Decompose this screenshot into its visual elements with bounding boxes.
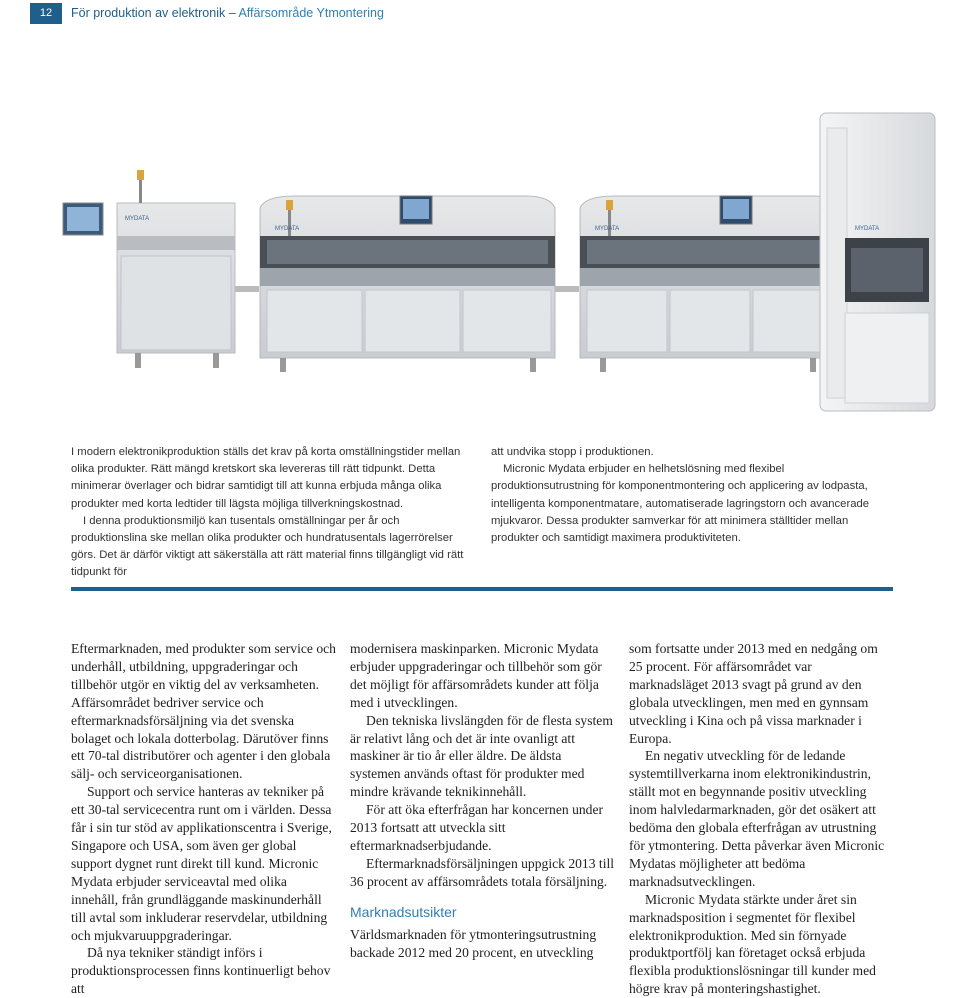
conveyor-2 xyxy=(555,286,579,292)
conveyor-1 xyxy=(235,286,259,292)
intro-column-right xyxy=(491,444,883,547)
running-title-main: För produktion av elektronik – xyxy=(71,6,239,20)
placement-machine-2 xyxy=(580,196,833,372)
intro-paragraph: I modern elektronikproduktion ställs det krav på korta omställningstider mellan olika produkter. Rätt mängd kretskort ska levereras till rätt tidpunkt. Detta minimerar överlager och bidrar samtidigt till att kunna erbjuda många olika produkter med korta ledtider till lägsta möjliga tillverkningskostnad. xyxy=(71,446,461,510)
intro-paragraph: I denna produktionsmiljö kan tusentals omställningar per år och produktionslina ske mellan olika produkter och hundratusentals lagerrörelser görs. Det är därför viktigt att säkerställa att rätt material finns tillgängligt vid rätt tidpunkt för xyxy=(71,514,464,579)
section-heading: Marknadsutsikter xyxy=(350,903,457,920)
body-paragraph: Support och service hanteras av tekniker på ett 30-tal servicecentra runt om i världen. Dessa får i sin tur stöd av applikationscentra i Sverige, Singapore och USA, som även ger global support dygnet runt direkt till kund. Micronic Mydata erbjuder serviceavtal med olika innehåll, från grundläggande maskinunderhåll till avtal som inkluderar reservdelar, utbildning och mjukvaruuppgraderingar. xyxy=(71,784,332,943)
body-paragraph: Micronic Mydata stärkte under året sin marknadsposition i segmentet för flexibel elektronikproduktion. Med sin förnyade produktportfölj kan företaget också erbjuda flexibla produktionslösningar till kunder med högre krav på monteringshastighet. xyxy=(629,891,876,997)
intro-paragraph: Micronic Mydata erbjuder en helhetslösning med flexibel produktionsutrustning för komponentmontering och applicering av lodpasta, intelligenta komponentmatare, automatiserade lagringstorn och avancerade mjukvaror. Dessa produkter samverkar för att minimera ställtider mellan produkter och samtidigt maximera produktiviteten. xyxy=(491,463,870,545)
brand-mark-1: MYDATA xyxy=(125,216,150,222)
production-line-photo xyxy=(55,108,940,420)
body-column-3 xyxy=(629,640,894,998)
body-column-1 xyxy=(71,640,336,998)
intro-column-left xyxy=(71,444,471,582)
body-paragraph: En negativ utveckling för de ledande systemtillverkarna inom elektronikindustrin, ställt mot en begynnande positiv utveckling inom halvledarmarknaden, gör det osäkert att bedöma den globala efterfrågan av utrustning för ytmontering. Detta påverkar även Micronic Mydatas möjligheter att bedöma marknadsutvecklingen. xyxy=(629,748,885,889)
body-paragraph: modernisera maskinparken. Micronic Mydata erbjuder uppgraderingar och tillbehör som gör det möjligt för affärsområdets kunder att följa med i utvecklingen. xyxy=(350,641,602,710)
running-title-section: Affärsområde Ytmontering xyxy=(238,6,384,20)
brand-mark-3: MYDATA xyxy=(595,226,620,232)
storage-tower xyxy=(820,113,935,411)
page-number: 12 xyxy=(30,3,62,24)
stencil-printer-machine xyxy=(63,170,235,368)
body-column-2 xyxy=(350,640,615,961)
body-paragraph: Världsmarknaden för ytmonteringsutrustning backade 2012 med 20 procent, en utveckling xyxy=(350,926,597,960)
body-paragraph: För att öka efterfrågan har koncernen under 2013 fortsatt att utveckla sitt eftermarknadserbjudande. xyxy=(350,802,604,853)
brand-mark-2: MYDATA xyxy=(275,226,300,232)
intro-paragraph: att undvika stopp i produktionen. xyxy=(491,446,654,458)
page-header xyxy=(0,0,960,27)
brand-mark-4: MYDATA xyxy=(855,226,880,232)
running-title xyxy=(71,3,384,24)
placement-machine-1 xyxy=(260,196,555,372)
body-paragraph: Den tekniska livslängden för de flesta system är relativt lång och det är inte ovanligt att maskiner är tio år eller äldre. De äldsta systemen används oftast för produkter med mindre krävande teknikinnehåll. xyxy=(350,712,613,800)
body-paragraph: Eftermarknaden, med produkter som service och underhåll, utbildning, uppgraderingar och tillbehör utgör en viktig del av verksamheten. Affärsområdet bedriver service och eftermarknadsförsäljning via det svenska bolaget och lokala dotterbolag. Därutöver finns ett 70-tal distributörer och agenter i den globala sälj- och serviceorganisationen. xyxy=(71,641,336,782)
body-paragraph: som fortsatte under 2013 med en nedgång om 25 procent. För affärsområdet var marknadsläget 2013 svagt på grund av den globala utvecklingen, men med en gynnsam utveckling i Kina och på vissa marknader i Europa. xyxy=(629,641,878,746)
body-paragraph: Eftermarknadsförsäljningen uppgick 2013 till 36 procent av affärsområdets totala försäljning. xyxy=(350,855,615,889)
body-paragraph: Då nya tekniker ständigt införs i produktionsprocessen finns kontinuerligt behov att xyxy=(71,945,331,997)
section-divider xyxy=(71,587,893,591)
